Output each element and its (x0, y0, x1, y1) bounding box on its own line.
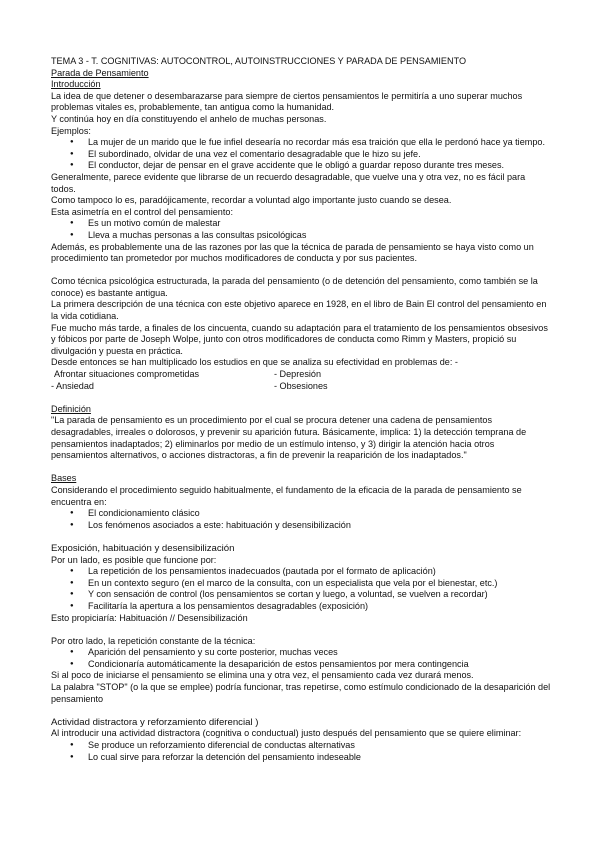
list-item: - Depresión (274, 369, 322, 380)
list-item: ● Facilitaría la apertura a los pensamientos desagradables (exposición) (51, 601, 551, 613)
list-item: - Obsesiones (274, 380, 328, 391)
intro-paragraph: Además, es probablemente una de las razones por las que la técnica de parada de pensamiento se haya visto como un procedimiento tan prometedor por muchos modificadores de conducta y por sus pacientes. (51, 241, 534, 264)
list-item: - Ansiedad (51, 380, 94, 391)
intro-paragraph: Esta asimetría en el control del pensamiento: (51, 206, 233, 217)
exposure-conclusion: Esto propiciaría: Habituación // Desensibilización (51, 612, 248, 623)
definition-heading: Definición (51, 403, 91, 414)
list-item: ● Es un motivo común de malestar (51, 218, 551, 230)
exposure-intro: Por un lado, es posible que funcione por: (51, 554, 217, 565)
definition-text: "La parada de pensamiento es un procedimiento por el cual se procura detener una cadena de pensamientos desagradables, irreales o dolorosos, y prevenir su aparición futura. Básicamente, implica: 1) la detección temprana de pensamientos inadaptados; 2) eliminarlos por medio de un estímulo intenso, y 3) dirigir la atención hacia otros pensamientos alternativos, o acciones distractoras, a fin de prevenir la reaparición de los inadaptados." (51, 415, 527, 461)
list-item: ● El conductor, dejar de pensar en el grave accidente que le obligó a guardar reposo durante tres meses. (51, 160, 551, 172)
intro-paragraph: Generalmente, parece evidente que librarse de un recuerdo desagradable, que vuelve una y otra vez, no es fácil para todos. (51, 171, 526, 194)
intro-heading: Introducción (51, 79, 101, 90)
list-item: ● El condicionamiento clásico (51, 508, 551, 520)
list-item: ● La mujer de un marido que le fue infiel desearía no recordar más esa traición que ella le perdonó hace ya tiempo. (51, 137, 551, 149)
distraction-heading: Actividad distractora y reforzamiento diferencial ) (51, 716, 259, 728)
intro-paragraph: Y continúa hoy en día constituyendo el anhelo de muchas personas. (51, 113, 327, 124)
list-item: ● Lleva a muchas personas a las consultas psicológicas (51, 230, 551, 242)
bases-heading: Bases (51, 473, 77, 484)
list-item: ● Se produce un reforzamiento diferencial de conductas alternativas (51, 740, 551, 752)
bases-text: Considerando el procedimiento seguido habitualmente, el fundamento de la eficacia de la parada de pensamiento se encuentra en: (51, 484, 522, 507)
distraction-intro: Al introducir una actividad distractora (cognitiva o conductual) justo después del pensamiento que se quiere eliminar: (51, 728, 522, 739)
section-title: Parada de Pensamiento (51, 67, 149, 78)
list-item: ● Lo cual sirve para reforzar la detención del pensamiento indeseable (51, 752, 551, 764)
list-item: ● Y con sensación de control (los pensamientos se cortan y luego, a voluntad, se vuelven a recordar) (51, 589, 551, 601)
list-item: ● Aparición del pensamiento y su corte posterior, muchas veces (51, 647, 551, 659)
document-page (51, 56, 551, 763)
history-paragraph: Como técnica psicológica estructurada, la parada del pensamiento (o de detención del pensamiento, como también se la conoce) es bastante antigua. (51, 276, 538, 298)
list-item: ● En un contexto seguro (en el marco de la consulta, con un especialista que vela por el bienestar, etc.) (51, 578, 551, 590)
history-paragraph: Fue mucho más tarde, a finales de los cincuenta, cuando su adaptación para el tratamiento de los pensamientos obsesivos y fóbicos por parte de Joseph Wolpe, junto con otros modificadores de conducta como Rimm y Masters, propició su divulgación y puesta en práctica. (51, 322, 548, 356)
examples-label: Ejemplos: (51, 125, 91, 136)
intro-paragraph: La idea de que detener o desembarazarse para siempre de ciertos pensamientos le permitiría a uno superar muchos problemas vitales es, probablemente, tan antigua como la humanidad. (51, 90, 523, 113)
list-item: ● Los fenómenos asociados a este: habituación y desensibilización (51, 520, 551, 532)
history-paragraph: La primera descripción de una técnica con este objetivo aparece en 1928, en el libro de Bain El control del pensamiento en la vida cotidiana. (51, 299, 547, 322)
exposure-intro: Por otro lado, la repetición constante de la técnica: (51, 635, 256, 646)
list-item: ● El subordinado, olvidar de una vez el comentario desagradable que le hizo su jefe. (51, 149, 551, 161)
list-item: Afrontar situaciones comprometidas (54, 369, 200, 380)
exposure-heading: Exposición, habituación y desensibilización (51, 542, 235, 554)
problems-list (51, 369, 551, 392)
list-item: ● Condicionaría automáticamente la desaparición de estos pensamientos por mera contingencia (51, 659, 551, 671)
exposure-paragraph: Si al poco de iniciarse el pensamiento se elimina una y otra vez, el pensamiento cada vez durará menos. (51, 670, 474, 681)
exposure-paragraph: La palabra "STOP" (o la que se emplee) podría funcionar, tras repetirse, como estímulo condicionado de la desaparición del pensamiento (51, 682, 551, 704)
list-item: ● La repetición de los pensamientos inadecuados (pautada por el formato de aplicación) (51, 566, 551, 578)
document-title: TEMA 3 - T. COGNITIVAS: AUTOCONTROL, AUTOINSTRUCCIONES Y PARADA DE PENSAMIENTO (51, 56, 467, 66)
intro-paragraph: Como tampoco lo es, paradójicamente, recordar a voluntad algo importante justo cuando se desea. (51, 195, 452, 206)
history-paragraph: Desde entonces se han multiplicado los estudios en que se analiza su efectividad en problemas de: - (51, 357, 458, 368)
